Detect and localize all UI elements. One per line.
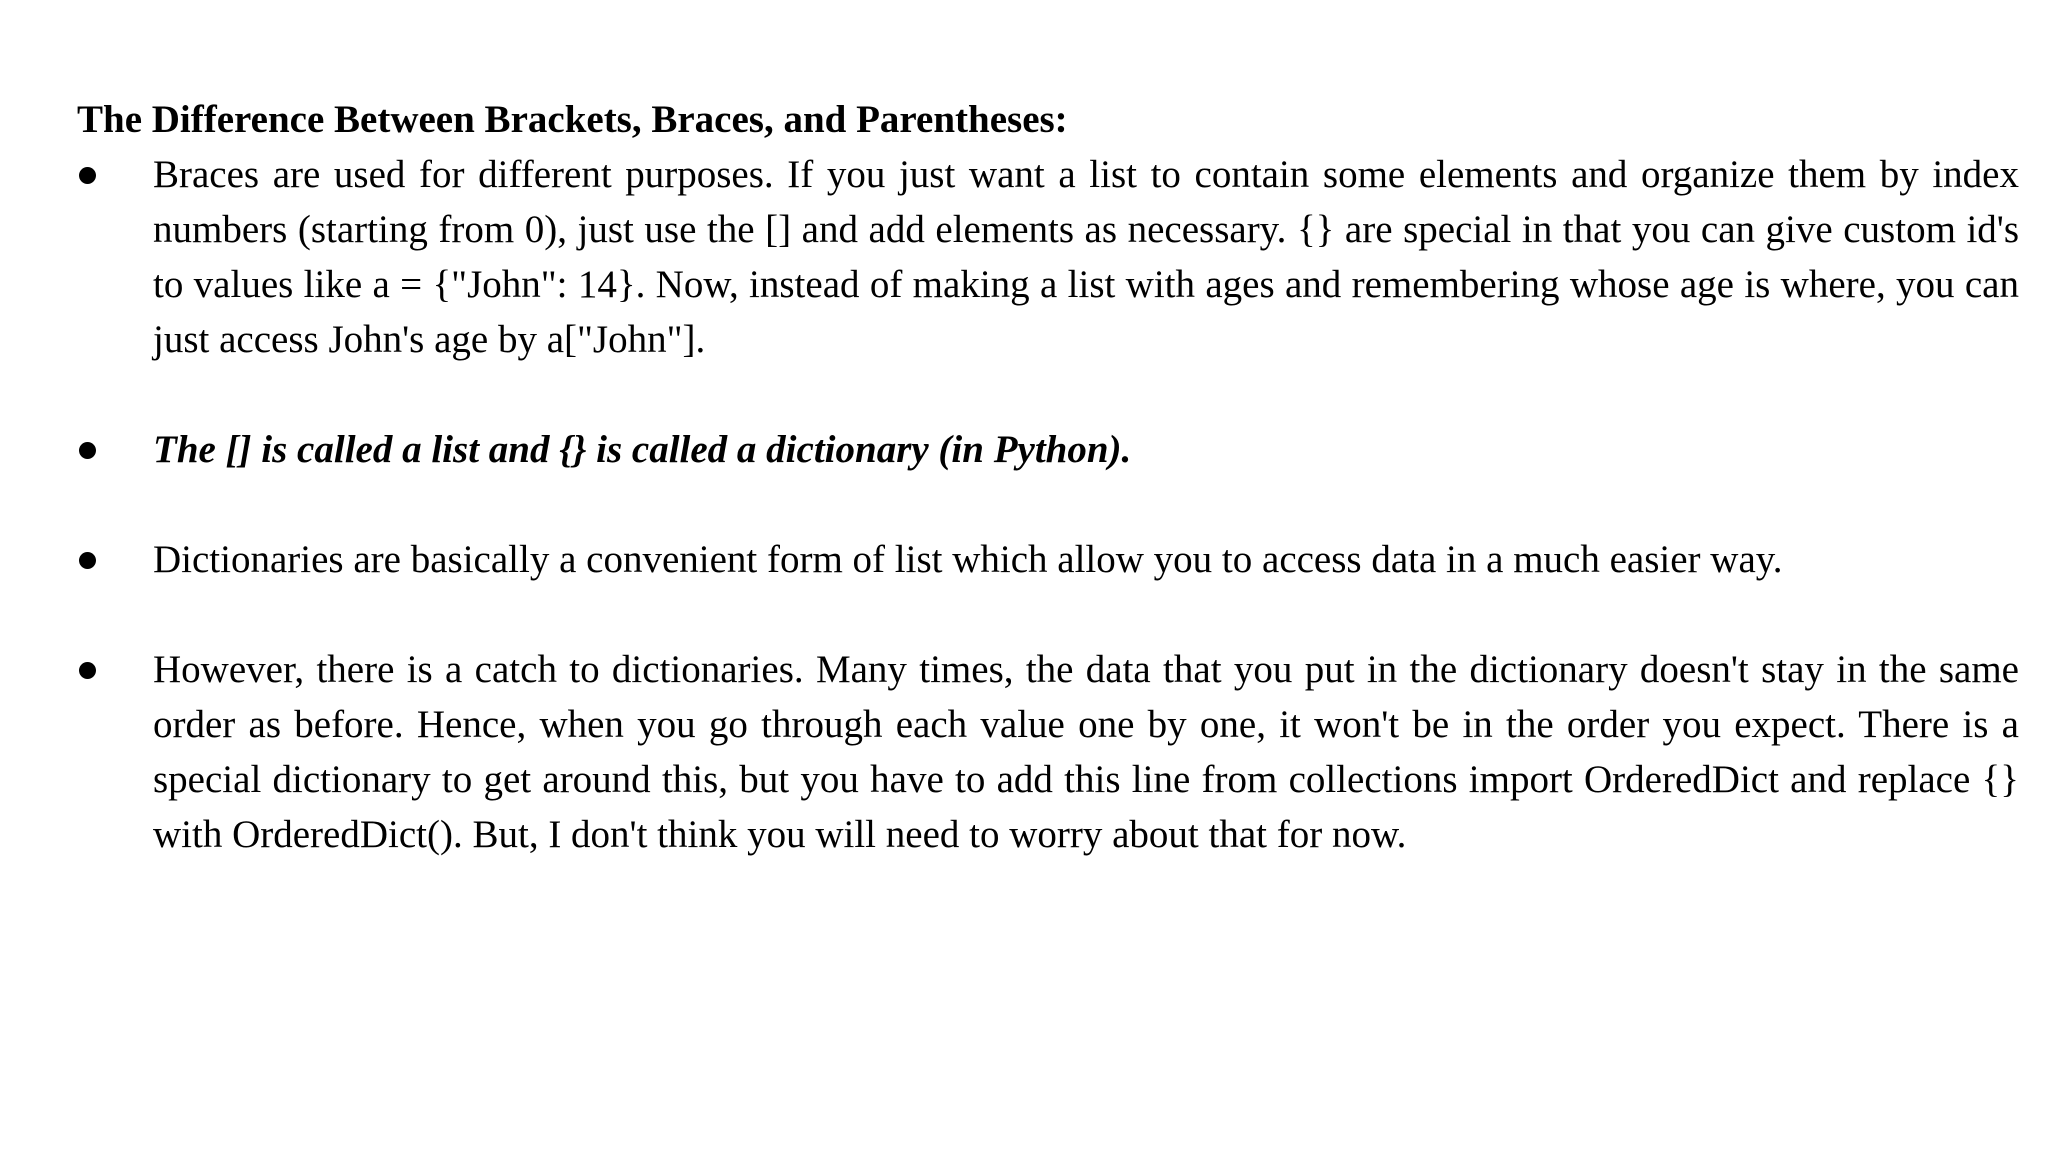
- bullet-item-list-dictionary: [77, 422, 2019, 477]
- bullet-dot-icon: [79, 442, 96, 459]
- bullet-list: [77, 147, 2019, 862]
- bullet-text: However, there is a catch to dictionaries. Many times, the data that you put in the dictionary doesn't stay in the same order as before. Hence, when you go through each value one by one, it won't be in the order you expect. There is a special dictionary to get around this, but you have to add this line from collections import OrderedDict and replace {} with OrderedDict(). But, I don't think you will need to worry about that for now.: [153, 648, 2019, 856]
- bullet-dot-icon: [79, 662, 96, 679]
- bullet-item-dictionaries-convenient: [77, 532, 2019, 587]
- bullet-item-braces-purpose: [77, 147, 2019, 367]
- bullet-text-emphasized: The [] is called a list and {} is called a dictionary (in Python).: [153, 428, 1132, 471]
- bullet-dot-icon: [79, 167, 96, 184]
- bullet-text: Braces are used for different purposes. If you just want a list to contain some elements and organize them by index numbers (starting from 0), just use the [] and add elements as necessary. {} are special in that you can give custom id's to values like a = {"John": 14}. Now, instead of making a list with ages and remembering whose age is where, you can just access John's age by a["John"].: [153, 153, 2019, 361]
- bullet-dot-icon: [79, 552, 96, 569]
- section-heading: The Difference Between Brackets, Braces, and Parentheses:: [77, 98, 1068, 141]
- document-body: [77, 92, 2019, 862]
- bullet-item-ordered-dict: [77, 642, 2019, 862]
- bullet-text: Dictionaries are basically a convenient form of list which allow you to access data in a much easier way.: [153, 538, 1783, 581]
